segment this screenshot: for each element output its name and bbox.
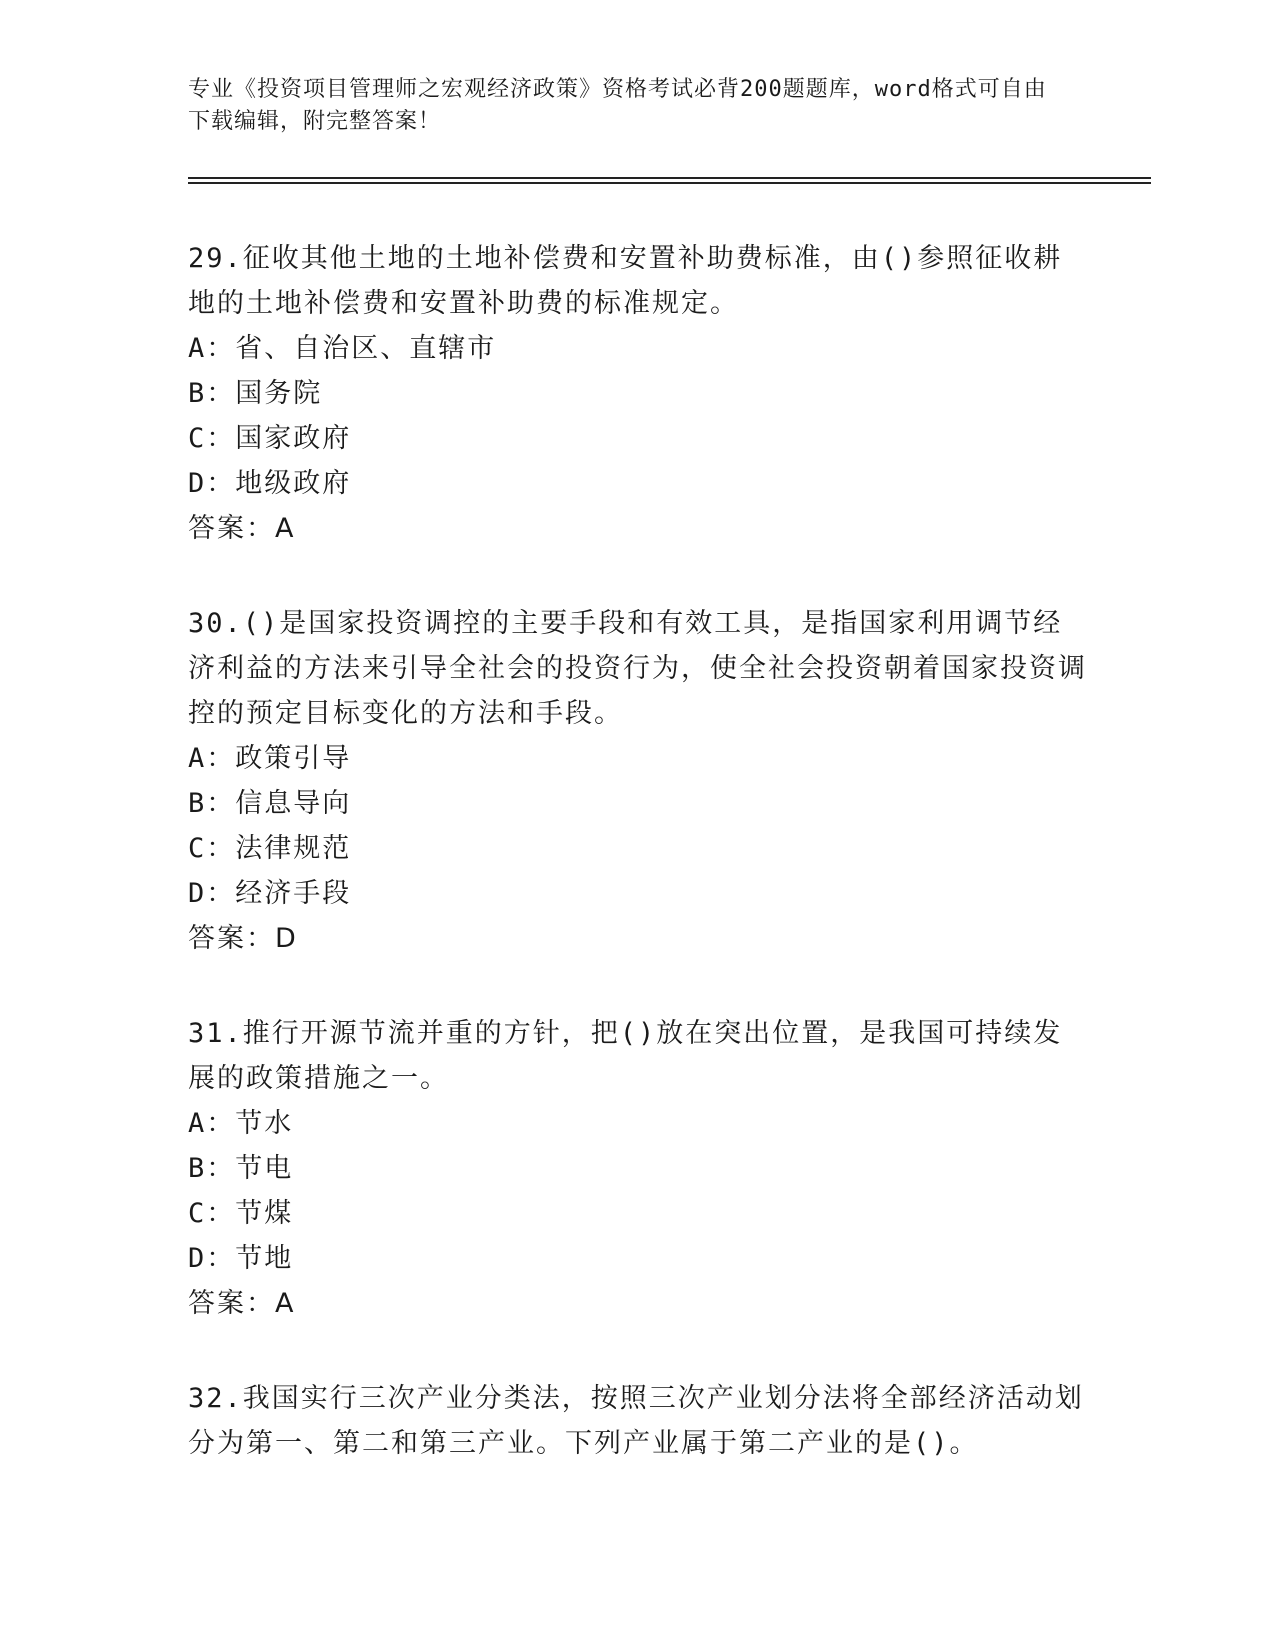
question-32	[188, 1376, 1088, 1466]
question-text: 31.推行开源节流并重的方针，把()放在突出位置，是我国可持续发展的政策措施之一。	[188, 1018, 1063, 1094]
question-list	[188, 236, 1088, 1516]
option-c: C：法律规范	[188, 833, 352, 864]
document-header: 专业《投资项目管理师之宏观经济政策》资格考试必背200题题库，word格式可自由下载编辑，附完整答案！	[188, 77, 1047, 134]
question-text: 29.征收其他土地的土地补偿费和安置补助费标准，由()参照征收耕地的土地补偿费和安置补助费的标准规定。	[188, 243, 1063, 319]
option-b: B：信息导向	[188, 788, 352, 819]
option-a: A：政策引导	[188, 743, 352, 774]
question-29	[188, 236, 1088, 551]
option-c: C：国家政府	[188, 423, 352, 454]
option-a: A：节水	[188, 1108, 294, 1139]
question-31	[188, 1011, 1088, 1326]
header-divider-bottom	[188, 182, 1151, 184]
answer-line: 答案：A	[188, 1288, 296, 1319]
option-c: C：节煤	[188, 1198, 294, 1229]
question-30	[188, 601, 1088, 961]
option-b: B：国务院	[188, 378, 323, 409]
option-d: D：经济手段	[188, 878, 352, 909]
answer-line: 答案：D	[188, 923, 298, 954]
answer-line: 答案：A	[188, 513, 296, 544]
option-d: D：地级政府	[188, 468, 352, 499]
header-divider-top	[188, 177, 1151, 179]
question-text: 32.我国实行三次产业分类法，按照三次产业划分法将全部经济活动划分为第一、第二和第三产业。下列产业属于第二产业的是()。	[188, 1383, 1084, 1459]
option-a: A：省、自治区、直辖市	[188, 333, 497, 364]
option-b: B：节电	[188, 1153, 294, 1184]
question-text: 30.()是国家投资调控的主要手段和有效工具，是指国家利用调节经济利益的方法来引导全社会的投资行为，使全社会投资朝着国家投资调控的预定目标变化的方法和手段。	[188, 608, 1087, 729]
option-d: D：节地	[188, 1243, 294, 1274]
